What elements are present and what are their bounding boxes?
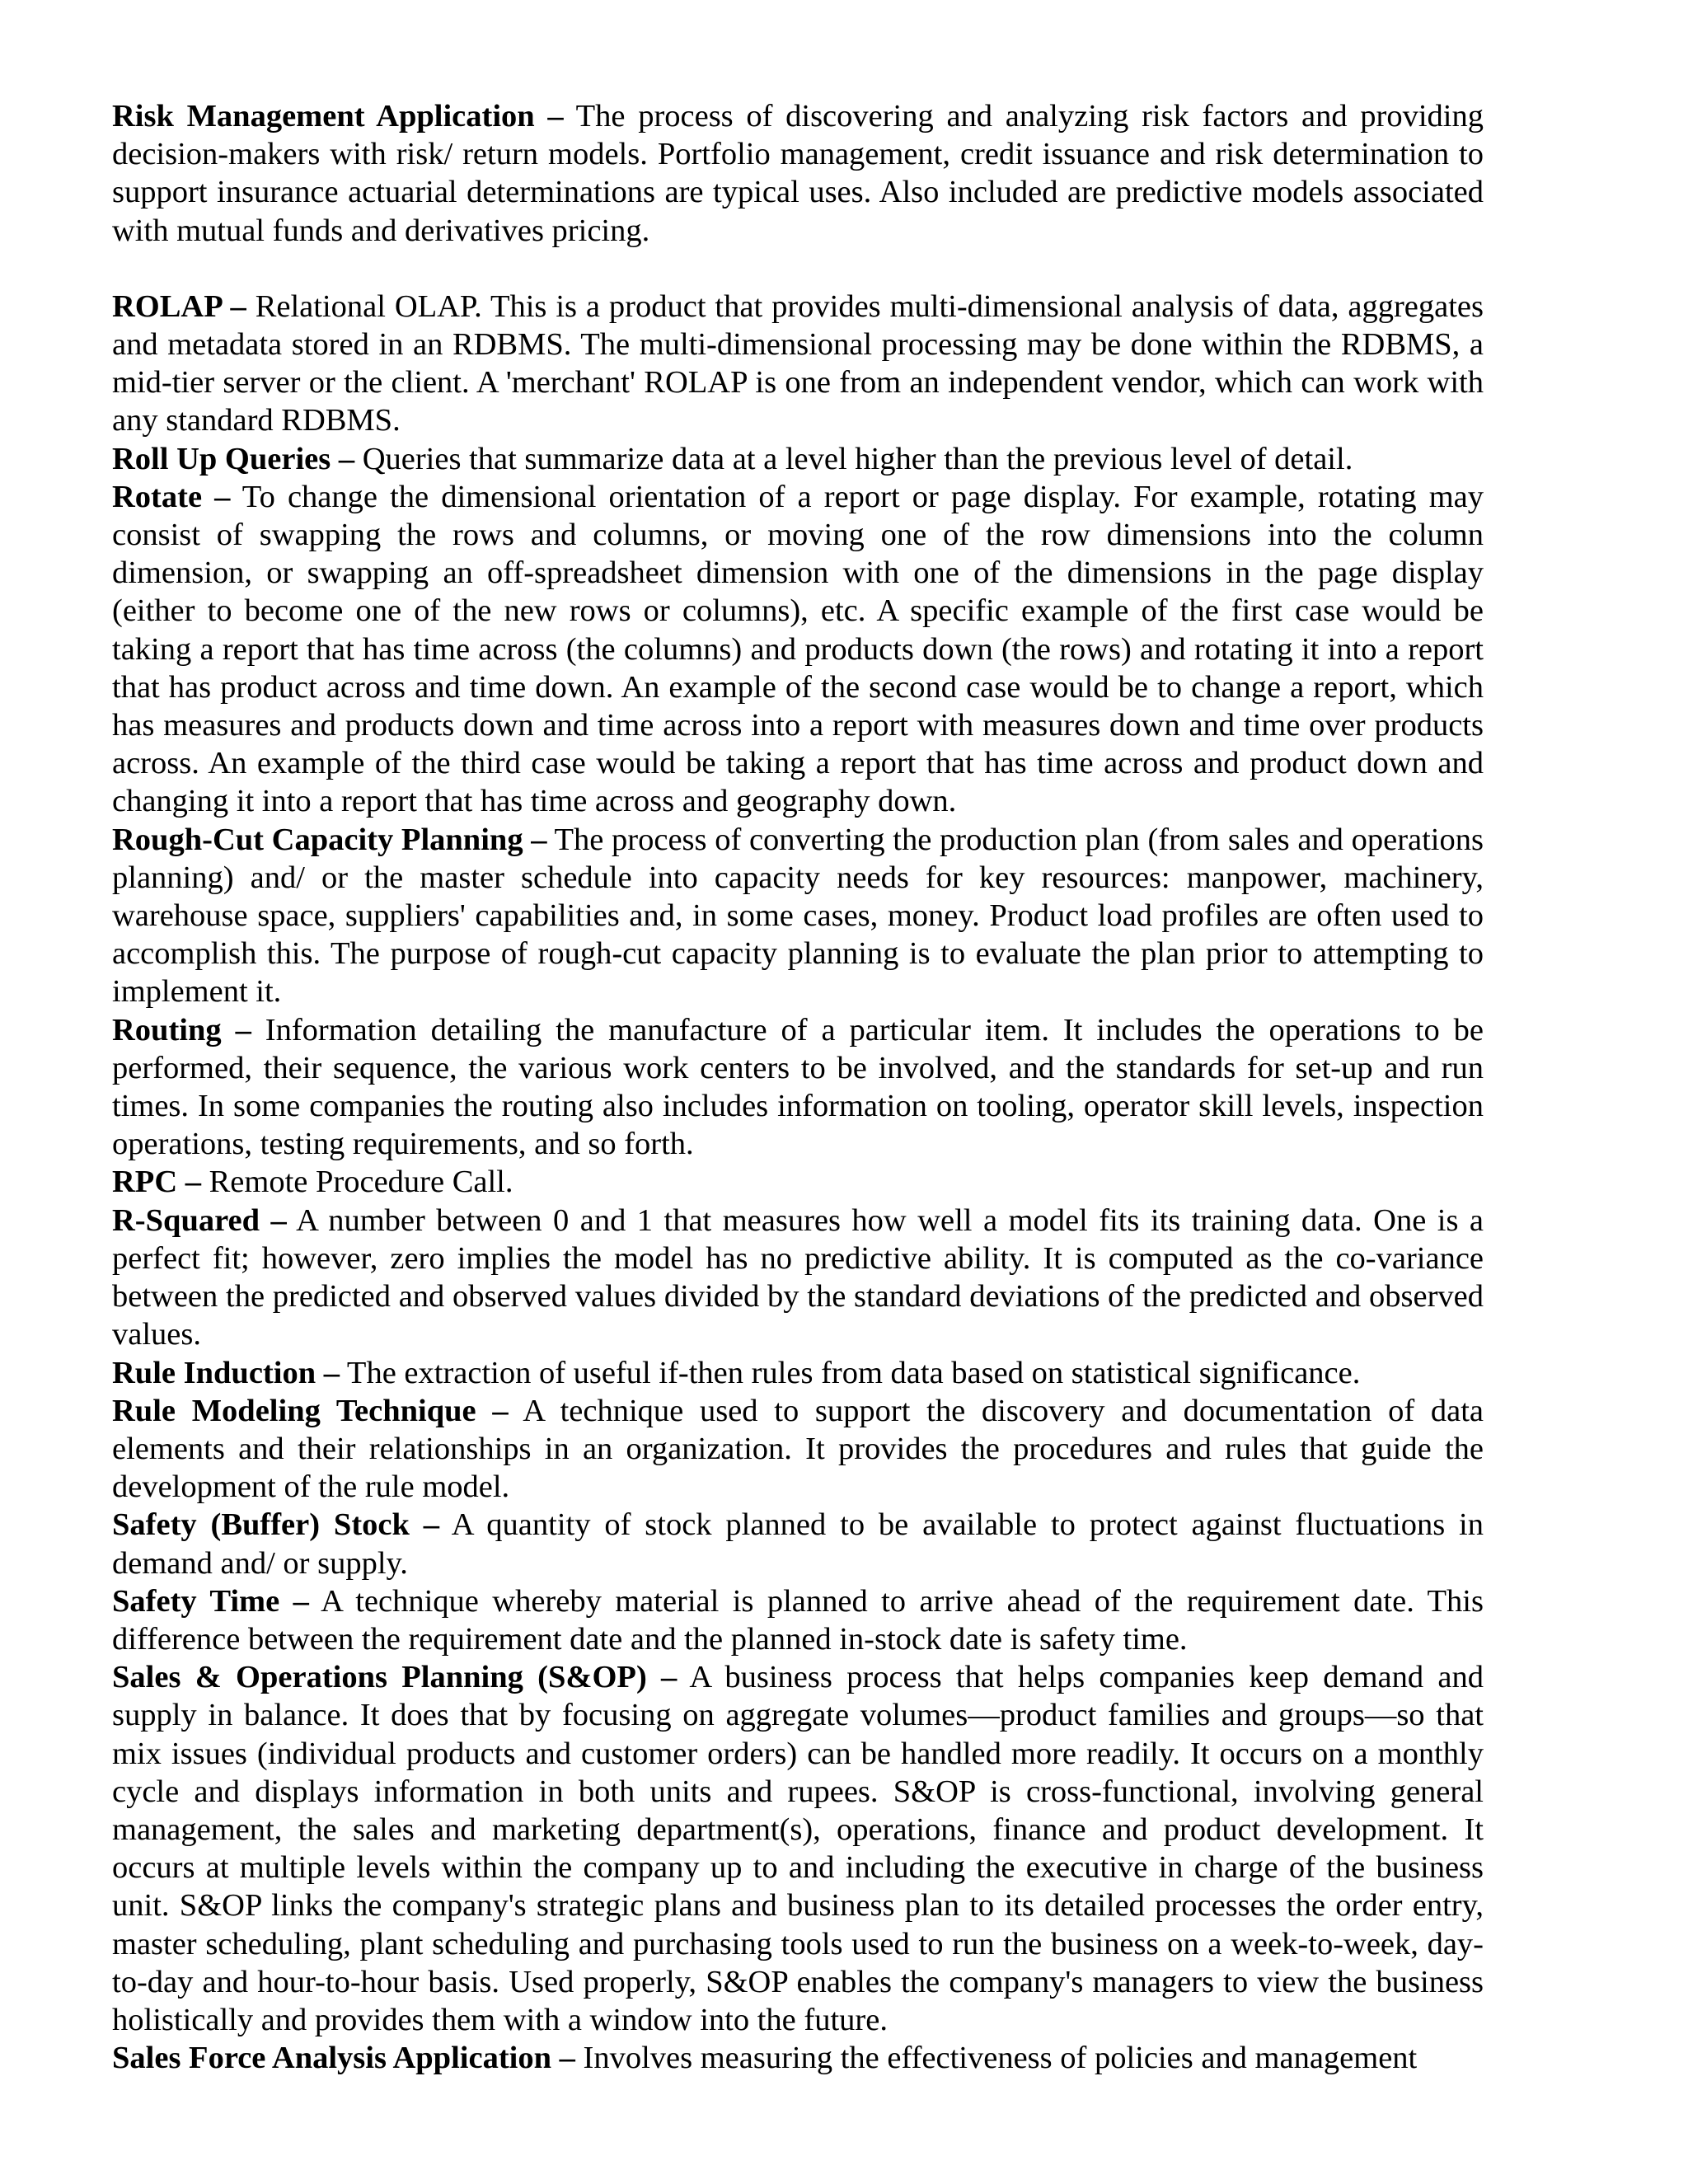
glossary-term: Rule Modeling Technique – (112, 1393, 509, 1428)
glossary-definition: The process of converting the production plan (from sales and operations planning) and/ or the master schedule into capacity needs for key resources: manpower, machinery, warehouse space, suppliers' capabilities and, in some cases, money. Product load profiles are often used to accomplish this. The purpose of rough-cut capacity planning is to evaluate the plan prior to attempting to implement it. (112, 822, 1484, 1010)
glossary-entry-risk-management-application (112, 97, 1484, 250)
glossary-definition: Relational OLAP. This is a product that provides multi-dimensional analysis of data, aggregates and metadata stored in an RDBMS. The multi-dimensional processing may be done within the RDBMS, a mid-tier server or the client. A 'merchant' ROLAP is one from an independent vendor, which can work with any standard RDBMS. (112, 288, 1484, 438)
glossary-definition: The extraction of useful if-then rules from data based on statistical significance. (340, 1355, 1361, 1390)
glossary-entry-r-squared (112, 1202, 1484, 1354)
glossary-term: Risk Management Application – (112, 99, 564, 134)
glossary-term: Safety (Buffer) Stock – (112, 1507, 440, 1543)
glossary-entry-rule-modeling-technique (112, 1392, 1484, 1507)
glossary-term: RPC – (112, 1165, 201, 1200)
glossary-entry-rough-cut-capacity-planning (112, 821, 1484, 1011)
glossary-term: ROLAP – (112, 288, 246, 324)
glossary-term: Sales Force Analysis Application – (112, 2041, 575, 2076)
glossary-entry-safety-buffer-stock (112, 1506, 1484, 1582)
glossary-entry-roll-up-queries (112, 440, 1484, 478)
glossary-term: Rough-Cut Capacity Planning – (112, 822, 547, 857)
glossary-entry-routing (112, 1011, 1484, 1164)
glossary-definition: A number between 0 and 1 that measures how well a model fits its training data. One is a perfect fit; however, zero implies the model has no predictive ability. It is computed as the co-variance between the predicted and observed values divided by the standard deviations of the predicted and observed values. (112, 1202, 1484, 1352)
glossary-term: Routing – (112, 1012, 251, 1047)
glossary-definition: A business process that helps companies keep demand and supply in balance. It does that by focusing on aggregate volumes—product families and groups—so that mix issues (individual products and customer orders) can be handled more readily. It occurs on a monthly cycle and displays information in both units and rupees. S&OP is cross-functional, involving general management, the sales and marketing department(s), operations, finance and product development. It occurs at multiple levels within the company up to and including the executive in charge of the business unit. S&OP links the company's strategic plans and business plan to its detailed processes the order entry, master scheduling, plant scheduling and purchasing tools used to run the business on a week-to-week, day-to-day and hour-to-hour basis. Used properly, S&OP enables the company's managers to view the business holistically and provides them with a window into the future. (112, 1660, 1484, 2037)
glossary-definition: Remote Procedure Call. (201, 1165, 513, 1200)
glossary-entry-safety-time (112, 1582, 1484, 1658)
glossary-definition: Information detailing the manufacture of a particular item. It includes the operations to be performed, their sequence, the various work centers to be involved, and the standards for set-up and run times. In some companies the routing also includes information on tooling, operator skill levels, inspection operations, testing requirements, and so forth. (112, 1012, 1484, 1162)
glossary-entry-rolap (112, 288, 1484, 440)
glossary-entry-sales-force-analysis-application (112, 2039, 1484, 2077)
glossary-term: Roll Up Queries – (112, 441, 355, 476)
glossary-entry-rotate (112, 478, 1484, 821)
glossary-definition: Queries that summarize data at a level higher than the previous level of detail. (354, 441, 1353, 476)
glossary-definition: A quantity of stock planned to be available to protect against fluctuations in demand and/ or supply. (112, 1507, 1484, 1581)
glossary-definition: The process of discovering and analyzing risk factors and providing decision-makers with risk/ return models. Portfolio management, credit issuance and risk determination to support insurance actuarial determinations are typical uses. Also included are predictive models associated with mutual funds and derivatives pricing. (112, 99, 1484, 248)
glossary-term: Rule Induction – (112, 1355, 340, 1390)
document-page (112, 97, 1484, 2077)
glossary-definition: Involves measuring the effectiveness of policies and management (574, 2041, 1418, 2076)
glossary-term: Sales & Operations Planning (S&OP) – (112, 1660, 678, 1695)
glossary-entry-rule-induction (112, 1354, 1484, 1392)
glossary-entry-rpc (112, 1163, 1484, 1201)
glossary-definition: A technique used to support the discovery and documentation of data elements and their relationships in an organization. It provides the procedures and rules that guide the development of the rule model. (112, 1393, 1484, 1505)
glossary-definition: A technique whereby material is planned to arrive ahead of the requirement date. This difference between the requirement date and the planned in-stock date is safety time. (112, 1583, 1484, 1657)
glossary-definition: To change the dimensional orientation of a report or page display. For example, rotating may consist of swapping the rows and columns, or moving one of the row dimensions into the column dimension, or swapping an off-spreadsheet dimension with one of the dimensions in the page display (either to become one of the new rows or columns), etc. A specific example of the first case would be taking a report that has time across (the columns) and products down (the rows) and rotating it into a report that has product across and time down. An example of the second case would be to change a report, which has measures and products down and time across into a report with measures down and time over products across. An example of the third case would be taking a report that has time across and product down and changing it into a report that has time across and geography down. (112, 479, 1484, 819)
glossary-entry-sales-operations-planning (112, 1658, 1484, 2039)
glossary-term: R-Squared – (112, 1202, 287, 1238)
glossary-term: Safety Time – (112, 1583, 309, 1619)
glossary-term: Rotate – (112, 479, 231, 514)
